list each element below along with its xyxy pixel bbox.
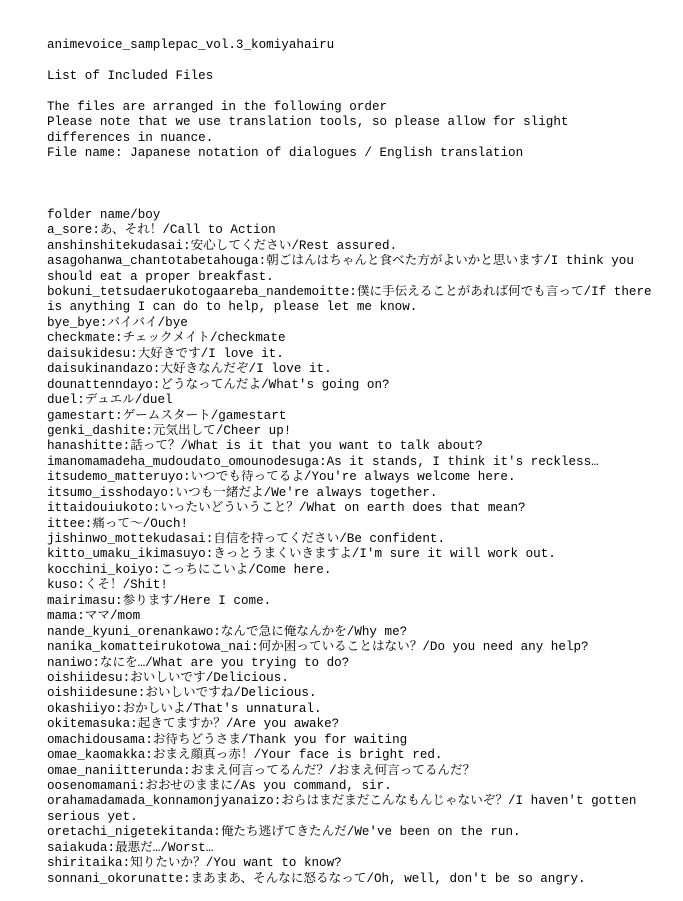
file-entry-line: checkmate:チェックメイト/checkmate	[47, 331, 286, 346]
file-entry-line: a_sore:あ、それ！/Call to Action	[47, 223, 276, 238]
file-list-item	[47, 872, 675, 887]
file-list-item	[47, 409, 675, 424]
file-entry-line: ittaidouiukoto:いったいどういうこと？/What on earth does that mean?	[47, 501, 526, 516]
file-list-item	[47, 563, 675, 578]
file-entry-line: ittee:痛って～/Ouch!	[47, 516, 189, 531]
intro-line: Please note that we use translation tools, so please allow for slight	[47, 115, 569, 130]
file-list-item	[47, 779, 675, 794]
file-entry-line: kuso:くそ！/Shit!	[47, 578, 168, 593]
file-entry-line: nande_kyuni_orenankawo:なんで急に俺なんかを/Why me?	[47, 624, 408, 639]
file-entry-line: jishinwo_mottekudasai:自信を持ってください/Be confident.	[47, 532, 446, 546]
file-entry-line: hanashitte:話って？/What is it that you want to talk about?	[47, 439, 483, 454]
document-body	[47, 38, 675, 887]
file-list-item	[47, 285, 675, 316]
file-entry-line: orahamadamada_konnamonjyanaizo:おらはまだまだこんなもんじゃないぞ？/I haven't gotten	[47, 794, 637, 809]
file-list-item	[47, 486, 675, 501]
intro-line: differences in nuance.	[47, 130, 214, 145]
file-entry-continuation: is anything I can do to help, please let me know.	[47, 300, 418, 315]
file-entry-line: kocchini_koiyo:こっちにこいよ/Come here.	[47, 562, 332, 577]
file-list-item	[47, 347, 675, 362]
file-list-item	[47, 547, 675, 562]
file-entry-line: asagohanwa_chantotabetahouga:朝ごはんはちゃんと食べた方がよいかと思います/I think you	[47, 254, 634, 269]
file-list-item	[47, 316, 675, 331]
file-list-item	[47, 825, 675, 840]
file-entry-line: mama:ママ/mom	[47, 609, 141, 624]
file-entry-line: itsudemo_matteruyo:いつでも待ってるよ/You're always welcome here.	[47, 470, 516, 485]
file-list-item	[47, 748, 675, 763]
file-entry-line: daisukidesu:大好きです/I love it.	[47, 346, 284, 361]
file-entry-line: omae_naniitterunda:おまえ何言ってるんだ？/おまえ何言ってるんだ？	[47, 763, 476, 778]
file-list-item	[47, 455, 675, 470]
file-entry-line: imanomamadeha_mudoudato_omounodesuga:As it stands, I think it's reckless…	[47, 454, 599, 469]
file-entry-line: naniwo:なにを…/What are you trying to do?	[47, 655, 350, 670]
file-entry-line: nanika_komatteirukotowa_nai:何か困っていることはない？/Do you need any help?	[47, 640, 589, 655]
file-list-item	[47, 532, 675, 547]
file-list	[47, 223, 675, 887]
file-list-item	[47, 841, 675, 856]
intro-line: The files are arranged in the following order	[47, 99, 388, 114]
blank-line	[47, 53, 675, 68]
file-list-item	[47, 331, 675, 346]
file-entry-line: okashiiyo:おかしいよ/That's unnatural.	[47, 701, 322, 716]
file-list-item	[47, 439, 675, 454]
blank-line	[47, 192, 675, 207]
file-entry-line: omachidousama:お待ちどうさま/Thank you for waiting	[47, 732, 408, 747]
file-entry-line: saiakuda:最悪だ…/Worst…	[47, 840, 214, 855]
file-list-item	[47, 378, 675, 393]
document-title: animevoice_samplepac_vol.3_komiyahairu	[47, 38, 335, 52]
file-entry-line: itsumo_isshodayo:いつも一緒だよ/We're always together.	[47, 485, 438, 500]
file-entry-line: kitto_umaku_ikimasuyo:きっとうまくいきますよ/I'm sure it will work out.	[47, 547, 556, 562]
file-entry-line: shiritaika:知りたいか？/You want to know?	[47, 856, 342, 871]
file-list-item	[47, 239, 675, 254]
file-entry-line: anshinshitekudasai:安心してください/Rest assured.	[47, 238, 398, 253]
file-list-item	[47, 594, 675, 609]
file-list-item	[47, 856, 675, 871]
blank-line	[47, 177, 675, 192]
file-entry-line: sonnani_okorunatte:まあまあ、そんなに怒るなって/Oh, well, don't be so angry.	[47, 871, 586, 886]
file-entry-continuation: serious yet.	[47, 809, 138, 824]
file-entry-line: bye_bye:バイバイ/bye	[47, 315, 188, 330]
file-list-item	[47, 640, 675, 655]
file-list-item	[47, 501, 675, 516]
file-entry-line: mairimasu:参ります/Here I come.	[47, 593, 272, 608]
file-entry-line: oosenomamani:おおせのままに/As you command, sir.	[47, 779, 392, 793]
file-entry-line: omae_kaomakka:おまえ顔真っ赤！/Your face is bright red.	[47, 748, 443, 763]
file-list-item	[47, 733, 675, 748]
file-list-item	[47, 517, 675, 532]
file-list-item	[47, 625, 675, 640]
file-list-item	[47, 656, 675, 671]
blank-line	[47, 162, 675, 177]
file-list-item	[47, 794, 675, 825]
file-list-item	[47, 578, 675, 593]
file-list-item	[47, 702, 675, 717]
file-entry-line: gamestart:ゲームスタート/gamestart	[47, 408, 287, 423]
file-list-item	[47, 362, 675, 377]
folder-name: folder name/boy	[47, 207, 161, 222]
file-list-item	[47, 764, 675, 779]
document-subtitle: List of Included Files	[47, 68, 214, 83]
intro-line: File name: Japanese notation of dialogues / English translation	[47, 146, 524, 161]
file-list-item	[47, 424, 675, 439]
file-entry-line: dounattenndayo:どうなってんだよ/What's going on?	[47, 377, 390, 392]
file-entry-line: oishiidesu:おいしいです/Delicious.	[47, 670, 289, 685]
file-list-item	[47, 686, 675, 701]
file-list-item	[47, 671, 675, 686]
file-entry-line: genki_dashite:元気出して/Cheer up!	[47, 423, 292, 438]
file-list-item	[47, 470, 675, 485]
file-list-item	[47, 254, 675, 285]
file-list-item	[47, 717, 675, 732]
file-entry-line: oishiidesune:おいしいですね/Delicious.	[47, 686, 317, 701]
file-entry-line: okitemasuka:起きてますか？/Are you awake?	[47, 717, 340, 732]
file-entry-line: daisukinandazo:大好きなんだぞ/I love it.	[47, 362, 332, 377]
file-entry-line: bokuni_tetsudaerukotogaareba_nandemoitte:僕に手伝えることがあれば何でも言って/If there	[47, 285, 652, 299]
file-entry-line: oretachi_nigetekitanda:俺たち逃げてきたんだ/We've been on the run.	[47, 825, 521, 840]
blank-line	[47, 84, 675, 99]
file-list-item	[47, 609, 675, 624]
file-entry-continuation: should eat a proper breakfast.	[47, 269, 274, 284]
file-list-item	[47, 393, 675, 408]
file-entry-line: duel:デュエル/duel	[47, 393, 173, 408]
file-list-item	[47, 223, 675, 238]
